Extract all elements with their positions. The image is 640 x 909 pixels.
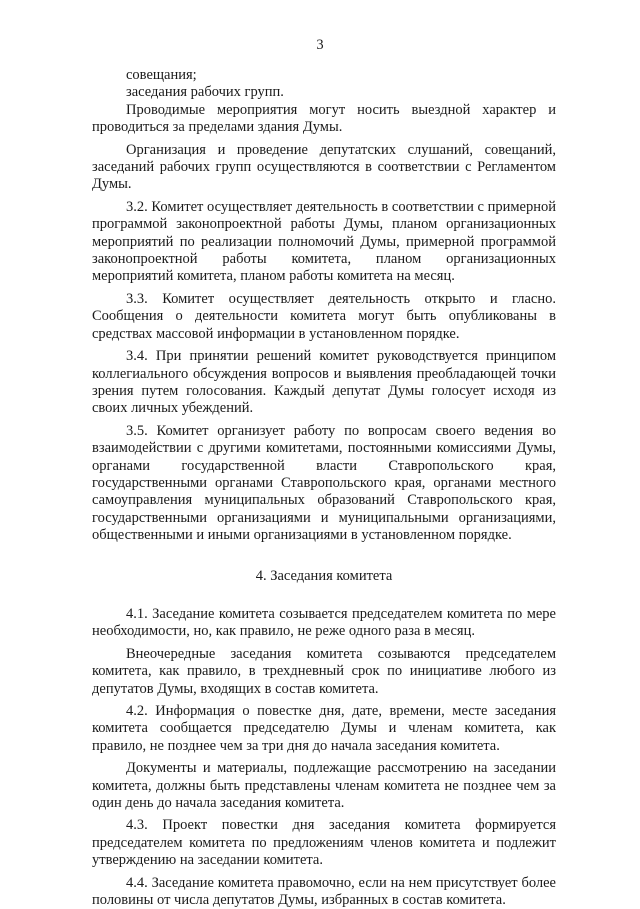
paragraph-3-3: 3.3. Комитет осуществляет деятельность открыто и гласно. Сообщения о деятельности комитета могут быть опубликованы в средствах массовой информации в установленном порядке. bbox=[92, 290, 556, 342]
paragraph-4-2: 4.2. Информация о повестке дня, дате, времени, месте заседания комитета сообщается председателю Думы и членам комитета, как правило, не позднее чем за три дня до начала заседания комитета. bbox=[92, 703, 556, 754]
paragraph: Проводимые мероприятия могут носить выездной характер и проводиться за пределами здания Думы. bbox=[92, 101, 556, 136]
paragraph-4-4: 4.4. Заседание комитета правомочно, если на нем присутствует более половины от числа депутатов Думы, избранных в состав комитета. bbox=[92, 874, 556, 909]
paragraph-4-1: 4.1. Заседание комитета созывается председателем комитета по мере необходимости, но, как правило, не реже одного раза в месяц. bbox=[92, 605, 556, 640]
paragraph-4-3: 4.3. Проект повестки дня заседания комитета формируется председателем комитета по предложениям членов комитета и подлежит утверждению на заседании комитета. bbox=[92, 817, 556, 869]
paragraph: совещания; bbox=[126, 67, 197, 83]
paragraph: заседания рабочих групп. bbox=[126, 84, 284, 101]
page-number: 3 bbox=[316, 37, 324, 53]
paragraph: Внеочередные заседания комитета созываются председателем комитета, как правило, в трехдневный срок по инициативе любого из депутатов Думы, входящих в состав комитета. bbox=[92, 645, 556, 697]
paragraph: Организация и проведение депутатских слушаний, совещаний, заседаний рабочих групп осуществляются в соответствии с Регламентом Думы. bbox=[92, 141, 556, 193]
paragraph-3-2: 3.2. Комитет осуществляет деятельность в соответствии с примерной программой законопроектной работы Думы, планом организационных мероприятий по реализации полномочий Думы, примерной программой законопроектной работы комитета, планом организационных мероприятий комитета, планом работы комитета на месяц. bbox=[92, 198, 556, 285]
paragraph-3-5: 3.5. Комитет организует работу по вопросам своего ведения во взаимодействии с другими комитетами, постоянными комиссиями Думы, органами государственной власти Ставропольского края, государственными органами Ставропольского края, органами местного самоуправления муниципальных образований Ставропольского края, государственными организациями и муниципальными организациями, общественными и иными организациями в установленном порядке. bbox=[92, 422, 556, 544]
document-body bbox=[92, 67, 556, 909]
paragraph-3-4: 3.4. При принятии решений комитет руководствуется принципом коллегиального обсуждения вопросов и выявления преобладающей точки зрения путем голосования. Каждый депутат Думы голосует исходя из своих личных убеждений. bbox=[92, 348, 556, 417]
section-heading: 4. Заседания комитета bbox=[255, 567, 393, 584]
paragraph: Документы и материалы, подлежащие рассмотрению на заседании комитета, должны быть представлены членам комитета не позднее чем за один день до начала заседания комитета. bbox=[92, 760, 556, 812]
